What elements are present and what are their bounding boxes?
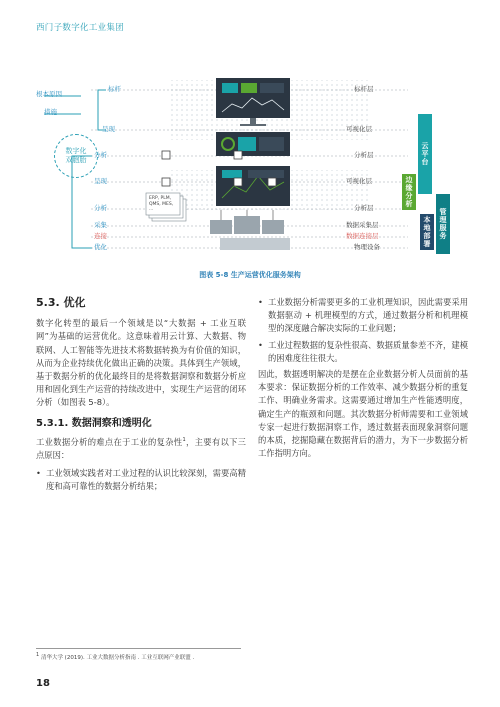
layer-data-collect: 数据采集层 xyxy=(346,221,379,229)
right-column xyxy=(258,296,468,465)
row-label-benchmark: 标杆 xyxy=(108,85,121,93)
reason-list-right xyxy=(258,296,468,365)
bar-managed-services: 管理服务 xyxy=(439,208,447,240)
row-label-analysis-2: 分析 xyxy=(94,204,107,212)
paragraph-transparency: 因此，数据透明解决的是摆在企业数据分析人员面前的基本要求：保证数据分析的工作效率、减少数据分析的重复工作、明确业务需求。这需要通过增加生产性能透明度，确定生产的瓶颈和问题。其次数据分析师需要和工业领域专家一起进行数据洞察工作，透过数据表面现象洞察问题的本质，挖掘隐藏在数据背后的潜力，为下一步数据分析工作指明方向。 xyxy=(258,369,468,459)
left-column xyxy=(36,296,246,497)
digital-twin-label: 数字化 双胞胎 xyxy=(65,146,87,164)
paragraph-difficulty xyxy=(36,436,246,462)
subsection-heading-insight: 5.3.1. 数据洞察和透明化 xyxy=(36,417,152,429)
layer-visual-1: 可视化层 xyxy=(346,125,372,133)
list-item: • 工业过程数据的复杂性很高、数据质量参差不齐，建模的困难度往往很大。 xyxy=(258,339,468,365)
row-label-present-1: 呈现 xyxy=(102,125,115,133)
reason-list-left xyxy=(36,467,246,493)
dashboard-screen-mid xyxy=(216,132,290,156)
layer-visual-2: 可视化层 xyxy=(346,177,372,185)
section-heading-optimization: 5.3. 优化 xyxy=(36,296,86,309)
footnote xyxy=(36,653,194,661)
digital-twin-circle xyxy=(54,134,98,178)
running-header: 西门子数字化工业集团 xyxy=(36,23,125,33)
paragraph-optimization: 数字化转型的最后一个领域是以“大数据 + 工业互联网”为基础的运营优化。这意味着用云计算、大数据、物联网、人工智能等先进技术将数据转换为有价值的知识，从而为企业持续优化做出正确的决策。具体到生产领域，基于数据分析的优化最终目的是将数据洞察和数据分析应用和固化到生产运营的持续改进中，实现生产运营的闭环分析（如图表 5-8）。 xyxy=(36,318,246,408)
row-label-present-2: 呈现 xyxy=(94,177,107,185)
architecture-diagram xyxy=(36,74,468,264)
system-box-label: ERP, PLM, QMS, MES, ... xyxy=(149,196,174,213)
root-cause-label: 根本原因 xyxy=(36,90,62,98)
bar-cloud-platform: 云平台 xyxy=(421,142,429,166)
footnote-divider xyxy=(36,648,241,649)
row-label-analysis-1: 分析 xyxy=(94,151,107,159)
layer-physical: 物理设备 xyxy=(354,243,380,251)
bar-on-premise: 本地部署 xyxy=(423,216,431,248)
layer-data-connect: 数据连接层 xyxy=(346,232,379,240)
row-label-connect: 连接 xyxy=(94,232,107,240)
layer-analysis-1: 分析层 xyxy=(354,151,374,159)
measures-label: 措施 xyxy=(44,108,57,116)
row-label-collect: 采集 xyxy=(94,221,107,229)
dashboard-screen-low xyxy=(216,166,290,206)
layer-analysis-2: 分析层 xyxy=(354,204,374,212)
bar-edge-analysis: 边缘分析 xyxy=(405,176,413,208)
row-label-optimize: 优化 xyxy=(94,243,107,251)
footnote-mark: 1 xyxy=(36,652,40,659)
list-item: • 工业领域实践者对工业过程的认识比较深刻，需要高精度和高可靠性的数据分析结果； xyxy=(36,467,246,493)
footnote-text: 清华大学 (2019). 工业大数据分析指南 . 工业互联网产业联盟 . xyxy=(40,655,195,661)
paragraph-difficulty-b: ，主要有以下三点原因： xyxy=(36,436,246,461)
list-item: • 工业数据分析需要更多的工业机理知识，因此需要采用数据驱动 + 机理模型的方式，通过数据分析和机理模型的深度融合解决实际的工业问题； xyxy=(258,296,468,336)
figure-caption: 图表 5-8 生产运营优化服务架构 xyxy=(199,271,301,279)
footnote-ref: 1 xyxy=(182,437,186,444)
paragraph-difficulty-a: 工业数据分析的难点在于工业的复杂性 xyxy=(36,436,183,447)
page-number: 18 xyxy=(36,678,50,689)
layer-benchmark: 标杆层 xyxy=(354,85,374,93)
